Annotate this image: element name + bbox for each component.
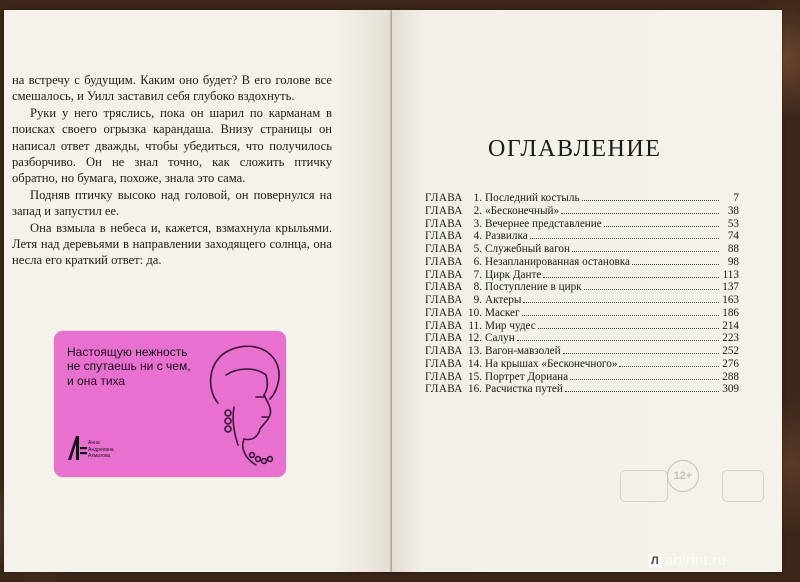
- toc-entry-page: 137: [722, 281, 739, 294]
- toc-entry-page: 88: [727, 243, 739, 255]
- toc-entry-number: 2.: [473, 204, 482, 217]
- toc-entry-label: ГЛАВА: [425, 319, 463, 332]
- toc-entry-label: ГЛАВА: [425, 204, 463, 217]
- publisher-logo-icon: [66, 435, 88, 461]
- toc-entry-number: 4.: [473, 230, 482, 243]
- toc-entry-number: 6.: [473, 255, 482, 268]
- toc-entry-page: 186: [722, 306, 739, 319]
- toc-entry-number: 15.: [468, 370, 482, 383]
- toc-entry-number: 3.: [473, 217, 482, 230]
- paragraph: Руки у него тряслись, пока он шарил по карманам в поисках своего огрызка карандаша. Внизу страницы он написал ответ дважды, чтобы убедиться, что получилось разборчиво. Он не знал точно, как сложить птичку обратно, но бумага, похоже, знала это сама.: [12, 105, 332, 186]
- toc-entry-number: 14.: [468, 357, 482, 370]
- toc-entry-title: Вагон-мавзолей: [485, 345, 561, 357]
- bookmark-card: [54, 331, 286, 477]
- toc-entry: [425, 345, 739, 358]
- toc-entry-number: 13.: [468, 345, 482, 357]
- toc-entry-label: ГЛАВА: [425, 306, 463, 319]
- toc-entry-label: ГЛАВА: [425, 383, 463, 396]
- toc-title: ОГЛАВЛЕНИЕ: [488, 136, 662, 162]
- toc-entry-title: Цирк Данте: [485, 268, 542, 281]
- toc-leader-dots: [543, 277, 719, 278]
- paragraph: на встречу с будущим. Каким оно будет? В его голове все смешалось, и Уилл заставил себя глубоко вздохнуть.: [12, 73, 332, 104]
- toc-entry-title: Портрет Дориана: [485, 370, 569, 383]
- toc-entry-number: 9.: [473, 294, 482, 306]
- toc-entry-page: 98: [727, 255, 739, 268]
- toc-entry-page: 38: [727, 204, 739, 217]
- toc-entry-page: 7: [733, 192, 739, 204]
- table-of-contents: [425, 192, 739, 396]
- toc-entry-page: 223: [722, 332, 739, 345]
- toc-entry-page: 288: [722, 370, 739, 383]
- toc-entry: [425, 205, 739, 218]
- toc-entry-page: 74: [727, 230, 739, 243]
- toc-entry-title: Вечернее представление: [485, 217, 602, 230]
- toc-entry-label: ГЛАВА: [425, 217, 463, 230]
- toc-entry-page: 214: [722, 319, 739, 332]
- toc-entry-page: 113: [722, 268, 739, 281]
- toc-entry: [425, 358, 739, 371]
- toc-leader-dots: [565, 391, 719, 392]
- toc-entry-number: 8.: [473, 281, 482, 294]
- toc-entry-label: ГЛАВА: [425, 294, 463, 306]
- toc-entry-number: 10.: [468, 306, 482, 319]
- age-rating-badge: 12+: [667, 460, 699, 492]
- toc-entry-number: 11.: [468, 319, 482, 332]
- toc-entry: [425, 332, 739, 345]
- toc-entry-label: ГЛАВА: [425, 192, 463, 204]
- toc-leader-dots: [517, 340, 719, 341]
- toc-entry-number: 5.: [473, 243, 482, 255]
- body-text: [12, 72, 332, 269]
- toc-entry-number: 7.: [473, 268, 482, 281]
- toc-entry-label: ГЛАВА: [425, 268, 463, 281]
- toc-entry: [425, 320, 739, 333]
- toc-entry-page: 276: [722, 357, 739, 370]
- left-page: [4, 10, 392, 572]
- toc-leader-dots: [584, 289, 719, 290]
- toc-entry-label: ГЛАВА: [425, 370, 463, 383]
- toc-entry-label: ГЛАВА: [425, 281, 463, 294]
- toc-entry: [425, 243, 739, 256]
- toc-entry-title: Маскег: [485, 306, 520, 319]
- toc-leader-dots: [522, 315, 719, 316]
- toc-entry: [425, 294, 739, 307]
- toc-entry: [425, 192, 739, 205]
- watermark-text: abirint.ru: [665, 552, 727, 569]
- toc-leader-dots: [563, 353, 719, 354]
- toc-entry-page: 163: [722, 294, 739, 306]
- toc-leader-dots: [572, 251, 719, 252]
- toc-leader-dots: [582, 200, 719, 201]
- paragraph: Подняв птичку высоко над головой, он повернулся на запад и запустил ее.: [12, 187, 332, 219]
- toc-entry: [425, 218, 739, 231]
- barcode-ghost: [620, 470, 668, 502]
- toc-entry-title: «Бесконечный»: [485, 204, 560, 217]
- toc-leader-dots: [632, 264, 719, 265]
- toc-entry-number: 16.: [468, 383, 482, 396]
- labirint-logo-icon: Л: [648, 554, 662, 568]
- toc-entry-label: ГЛАВА: [425, 345, 463, 357]
- toc-entry-label: ГЛАВА: [425, 332, 463, 345]
- toc-entry-number: 1.: [473, 192, 482, 204]
- toc-entry-title: Поступление в цирк: [485, 281, 582, 294]
- toc-entry-label: ГЛАВА: [425, 243, 463, 255]
- toc-leader-dots: [530, 238, 719, 239]
- toc-entry-page: 309: [722, 383, 739, 396]
- toc-entry-title: Последний костыль: [485, 192, 580, 204]
- toc-entry-label: ГЛАВА: [425, 255, 463, 268]
- toc-entry-title: Мир чудес: [485, 319, 536, 332]
- toc-entry-title: Салун: [485, 332, 515, 345]
- toc-entry-page: 53: [727, 217, 739, 230]
- toc-leader-dots: [523, 302, 719, 303]
- toc-entry-label: ГЛАВА: [425, 230, 463, 243]
- toc-leader-dots: [604, 226, 719, 227]
- toc-entry-title: Расчистка путей: [485, 383, 563, 396]
- toc-leader-dots: [561, 213, 719, 214]
- toc-entry: [425, 383, 739, 396]
- toc-entry-title: Актеры: [485, 294, 522, 306]
- bookmark-quote: Настоящую нежность не спутаешь ни с чем, и она тиха: [67, 345, 191, 388]
- toc-entry-label: ГЛАВА: [425, 357, 463, 370]
- toc-entry-title: На крышах «Бесконечного»: [485, 357, 618, 370]
- toc-entry-page: 252: [722, 345, 739, 357]
- toc-entry: [425, 281, 739, 294]
- toc-entry-title: Развилка: [485, 230, 528, 243]
- toc-entry: [425, 230, 739, 243]
- paragraph: Она взмыла в небеса и, кажется, взмахнула крыльями. Летя над деревьями в направлении заходящего солнца, она несла его краткий ответ: да.: [12, 220, 332, 268]
- toc-leader-dots: [538, 328, 719, 329]
- toc-entry: [425, 256, 739, 269]
- toc-entry: [425, 307, 739, 320]
- toc-leader-dots: [570, 379, 719, 380]
- toc-entry-title: Незапланированная остановка: [485, 255, 631, 268]
- toc-entry-title: Служебный вагон: [485, 243, 571, 255]
- toc-entry: [425, 269, 739, 282]
- portrait-illustration-icon: [204, 337, 284, 477]
- toc-entry: [425, 371, 739, 384]
- bookmark-author: Анна Андреевна Ахматова: [88, 440, 114, 459]
- toc-entry-number: 12.: [468, 332, 482, 345]
- logo-ghost: [722, 470, 764, 502]
- toc-leader-dots: [619, 366, 719, 367]
- watermark: [648, 552, 726, 569]
